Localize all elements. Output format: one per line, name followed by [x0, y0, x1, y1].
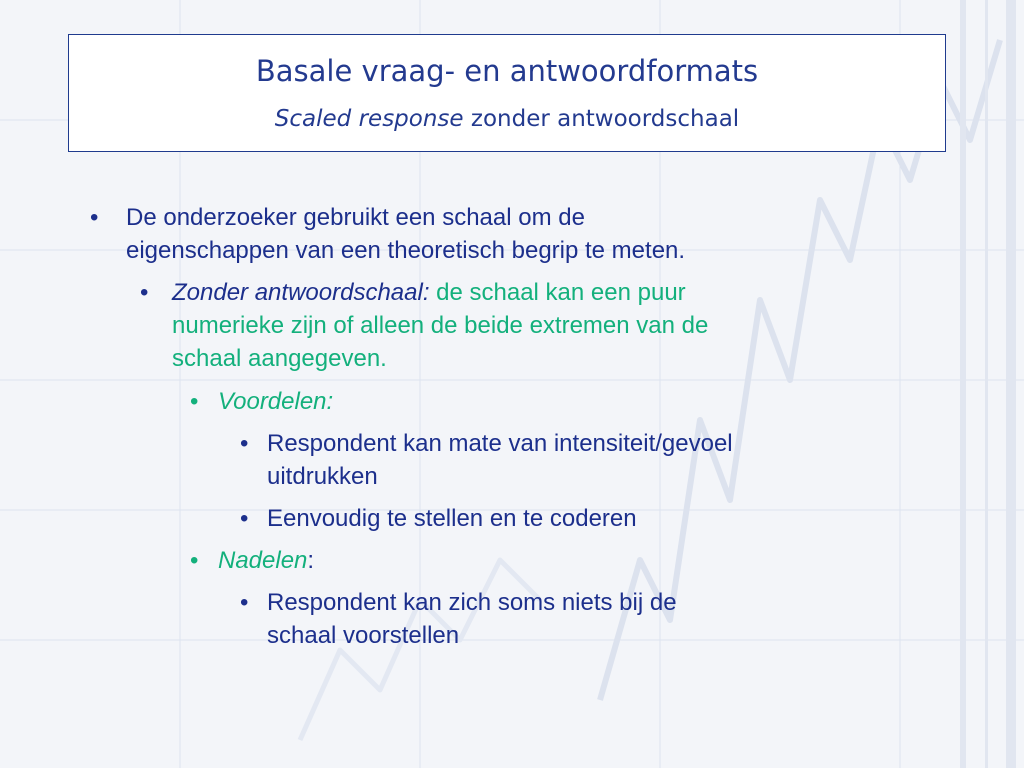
- level2-line-1: [172, 276, 686, 309]
- bullet-glyph: •: [240, 430, 249, 457]
- bullet-glyph: •: [240, 505, 249, 532]
- bullet-glyph: •: [240, 589, 249, 616]
- level2-line1-rest: de schaal kan een puur: [429, 279, 686, 306]
- voordeel-2-line-1: Eenvoudig te stellen en te coderen: [267, 505, 637, 532]
- bullet-glyph: •: [190, 547, 199, 574]
- subtitle-italic: Scaled response: [274, 106, 464, 132]
- bullet-glyph: •: [140, 279, 149, 306]
- nadeel-1-line-1: Respondent kan zich soms niets bij de: [267, 589, 677, 616]
- level2-lead: Zonder antwoordschaal:: [172, 279, 430, 306]
- bullet-glyph: •: [190, 388, 199, 415]
- subtitle-rest: zonder antwoordschaal: [463, 106, 740, 132]
- level1-line-2: eigenschappen van een theoretisch begrip te meten.: [126, 237, 686, 264]
- voordeel-1-line-1: Respondent kan mate van intensiteit/gevoel: [267, 430, 733, 457]
- nadelen-colon: :: [307, 547, 315, 574]
- level1-line-1: De onderzoeker gebruikt een schaal om de: [126, 204, 585, 231]
- nadelen-label: Nadelen: [218, 547, 308, 574]
- level2-line-3: schaal aangegeven.: [172, 345, 387, 372]
- level2-line-2: numerieke zijn of alleen de beide extremen van de: [172, 312, 709, 339]
- voordeel-1-line-2: uitdrukken: [267, 463, 378, 490]
- voordelen-label: Voordelen:: [218, 388, 334, 415]
- nadeel-1-line-2: schaal voorstellen: [267, 622, 460, 649]
- nadelen-label-line: [218, 544, 314, 577]
- slide-title: Basale vraag- en antwoordformats: [255, 54, 759, 88]
- bullet-glyph: •: [90, 204, 99, 231]
